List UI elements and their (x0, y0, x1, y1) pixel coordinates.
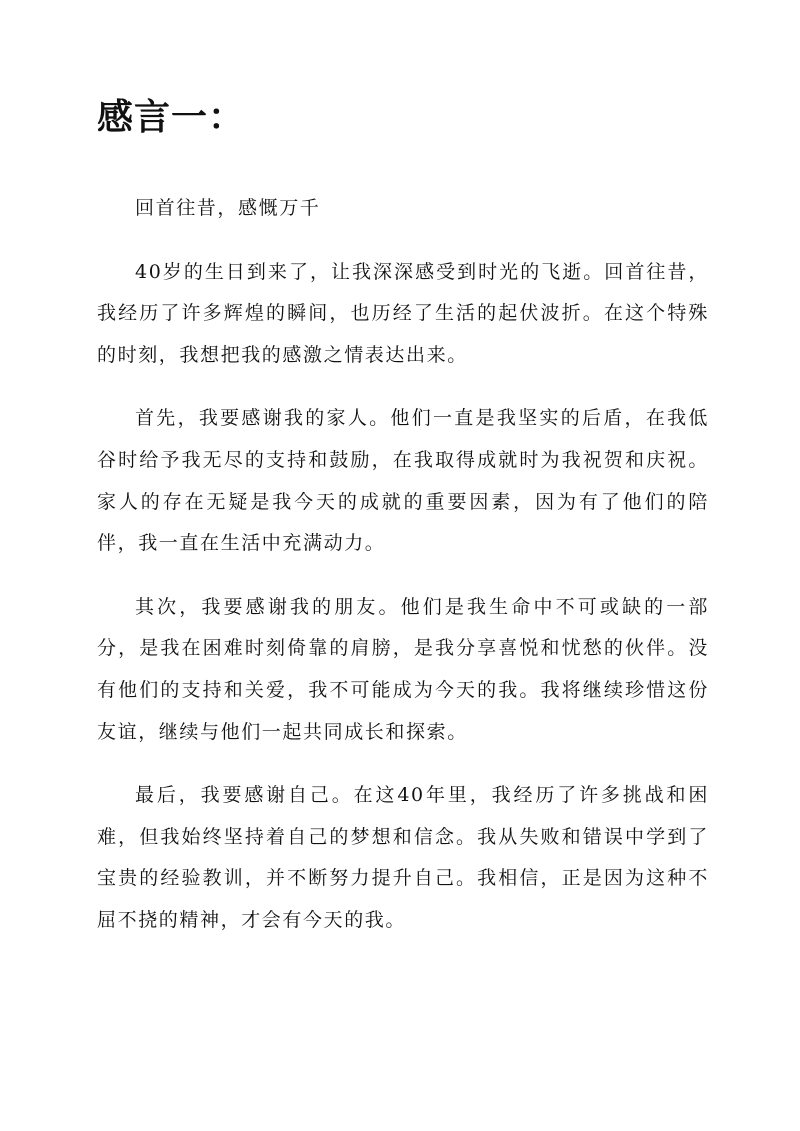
paragraph-friends: 其次，我要感谢我的朋友。他们是我生命中不可或缺的一部分，是我在困难时刻倚靠的肩膀，是我分享喜悦和忧愁的伙伴。没有他们的支持和关爱，我不可能成为今天的我。我将继续珍惜这份友谊，继续与他们一起共同成长和探索。 (97, 595, 709, 743)
paragraph-intro: 40岁的生日到来了，让我深深感受到时光的飞逝。回首往昔，我经历了许多辉煌的瞬间，也历经了生活的起伏波折。在这个特殊的时刻，我想把我的感激之情表达出来。 (97, 260, 709, 366)
paragraph-self: 最后，我要感谢自己。在这40年里，我经历了许多挑战和困难，但我始终坚持着自己的梦想和信念。我从失败和错误中学到了宝贵的经验教训，并不断努力提升自己。我相信，正是因为这种不屈不挠的精神，才会有今天的我。 (97, 784, 709, 931)
document-title: 感言一： (97, 97, 246, 138)
paragraph-subtitle: 回首往昔，感慨万千 (135, 197, 321, 219)
document-body (97, 188, 709, 964)
paragraph-family: 首先，我要感谢我的家人。他们一直是我坚实的后盾，在我低谷时给予我无尽的支持和鼓励，在我取得成就时为我祝贺和庆祝。家人的存在无疑是我今天的成就的重要因素，因为有了他们的陪伴，我一直在生活中充满动力。 (97, 407, 709, 555)
